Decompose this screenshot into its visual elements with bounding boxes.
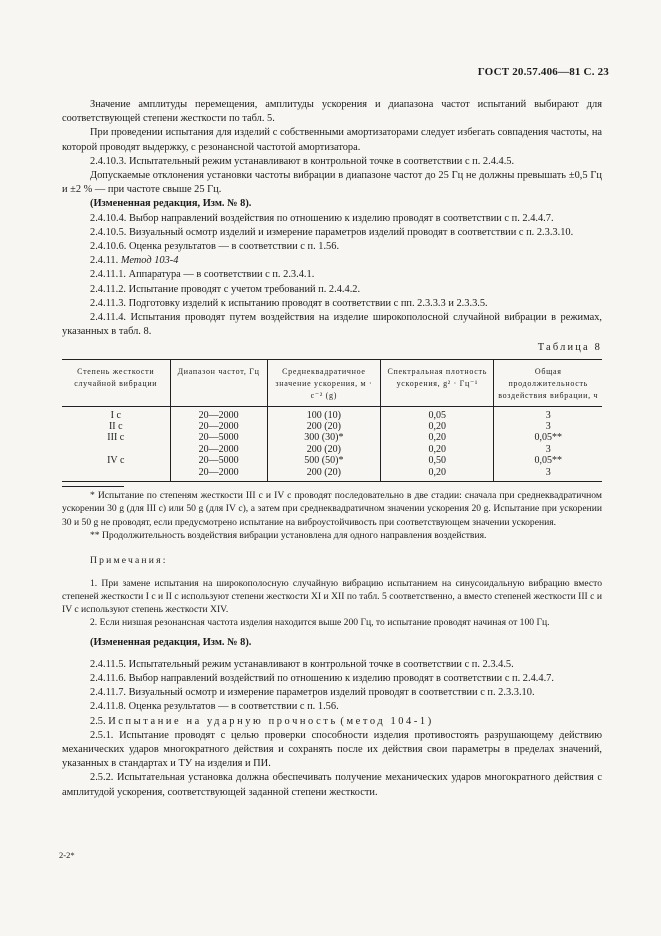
- table-cell: III с: [107, 432, 125, 444]
- table-cell: 20—2000: [170, 406, 267, 421]
- table-cell: 3: [494, 444, 602, 455]
- table-cell: 200 (20): [267, 467, 380, 482]
- section-heading: [62, 715, 602, 729]
- footnote-divider: [62, 486, 124, 487]
- paragraph: 2.5.1. Испытание проводят с целью проверки способности изделия противостоять разрушающему действию механических ударов многократного действия и сохранять после их действия свои параметры в пределах значений, указанных в стандартах и ТУ на изделия и ПИ.: [62, 729, 602, 770]
- section-number: 2.5.: [90, 715, 106, 727]
- section-method: (метод 104-1): [340, 715, 434, 727]
- table-cell: 20—2000: [170, 467, 267, 482]
- table-cell: 0,20: [381, 467, 494, 482]
- page-header: ГОСТ 20.57.406—81 С. 23: [477, 66, 609, 78]
- note: 1. При замене испытания на широкополосную случайную вибрацию испытанием на синусоидальную вибрацию вместо степеней жесткости I с и II с используют степени жесткости XI и XII по табл. 5 соответственно, а вместо степеней жесткости III с и IV с используют степень жесткости XIV.: [62, 577, 602, 616]
- table-row: [62, 421, 602, 432]
- footnote: * Испытание по степеням жесткости III с и IV с проводят последовательно в две стадии: сначала при среднеквадратичном ускорении 30 g (для III с) или 50 g (для IV с), а затем при среднеквадратичном значении ускорения 20 g. Испытание при ускорении 30 и 50 g не проводят, если предусмотрено испытание на виброустойчивость при соответствующем значении ускорения.: [62, 490, 602, 528]
- table-cell: 0,50: [381, 455, 494, 466]
- notes-title: Примечания:: [90, 554, 168, 566]
- paragraph: 2.4.10.4. Выбор направлений воздействия по отношению к изделию проводят в соответствии с п. 2.4.4.7.: [90, 212, 554, 224]
- table-header-cell: Среднеквадратичное значение ускорения, м · с⁻² (g): [267, 359, 380, 406]
- table-row: [62, 432, 602, 443]
- method-heading: [62, 254, 602, 268]
- paragraph: 2.4.11.6. Выбор направлений воздействий по отношению к изделию проводят в соответствии с п. 2.4.4.7.: [90, 672, 554, 684]
- page-footer-mark: 2-2*: [59, 850, 75, 860]
- paragraph: 2.4.11.1. Аппаратура — в соответствии с п. 2.3.4.1.: [90, 269, 315, 281]
- paragraph: Допускаемые отклонения установки частоты вибрации в диапазоне частот до 25 Гц не должны превышать ±0,5 Гц и ±2 % — при частоте свыше 25 Гц.: [62, 170, 602, 196]
- vibration-table: [62, 359, 602, 482]
- paragraph: 2.4.10.6. Оценка результатов — в соответствии с п. 1.56.: [90, 241, 340, 253]
- table-cell: 3: [494, 467, 602, 482]
- table-row: [62, 455, 602, 466]
- table-header-cell: Степень жесткости случайной вибрации: [62, 359, 170, 406]
- table-cell: 0,20: [381, 444, 494, 455]
- paragraph: 2.4.11.2. Испытание проводят с учетом требований п. 2.4.4.2.: [90, 283, 361, 295]
- table-caption: Таблица 8: [537, 342, 602, 354]
- footnotes: [62, 489, 602, 629]
- paragraph: 2.4.11.4. Испытания проводят путем воздействия на изделие широкополосной случайной вибрации в режимах, указанных в табл. 8.: [62, 312, 602, 338]
- table-row: [62, 467, 602, 482]
- table-cell: 100 (10): [267, 406, 380, 421]
- table-cell: 20—2000: [170, 444, 267, 455]
- table-header-cell: Спектральная плотность ускорения, g² · Гц⁻¹: [381, 359, 494, 406]
- paragraph: 2.4.11.8. Оценка результатов — в соответствии с п. 1.56.: [90, 701, 339, 713]
- paragraph: 2.5.2. Испытательная установка должна обеспечивать получение механических ударов многократного действия с амплитудой ускорения, соответствующей заданной степени жесткости.: [62, 772, 602, 798]
- document-body: [62, 98, 602, 800]
- table-cell: I с: [110, 409, 121, 421]
- section-title: Испытание на ударную прочность: [108, 715, 338, 727]
- table-header-row: [62, 359, 602, 406]
- table-cell: 0,20: [381, 421, 494, 432]
- table-row: [62, 406, 602, 421]
- edit-note: (Измененная редакция, Изм. № 8).: [90, 636, 252, 648]
- table-cell: 200 (20): [267, 444, 380, 455]
- paragraph: 2.4.10.3. Испытательный режим устанавливают в контрольной точке в соответствии с п. 2.4.4.5.: [90, 155, 515, 167]
- paragraph: 2.4.11.3. Подготовку изделий к испытанию проводят в соответствии с пп. 2.3.3.3 и 2.3.3.5.: [90, 297, 488, 309]
- paragraph: При проведении испытания для изделий с собственными амортизаторами следует избегать совпадения частоты, на которой проводят выдержку, с резонансной частотой амортизатора.: [62, 127, 602, 153]
- table-cell: 20—5000: [170, 455, 267, 466]
- paragraph: 2.4.11.7. Визуальный осмотр и измерение параметров изделий проводят в соответствии с п. 2.3.3.10.: [90, 687, 535, 699]
- table-cell: 300 (30)*: [267, 432, 380, 443]
- method-number: 2.4.11.: [90, 255, 119, 267]
- table-cell: 3: [494, 421, 602, 432]
- table-cell: 3: [494, 406, 602, 421]
- table-row: [62, 444, 602, 455]
- paragraph: Значение амплитуды перемещения, амплитуды ускорения и диапазона частот испытаний выбирают для соответствующей степени жесткости по табл. 5.: [62, 99, 602, 125]
- table-cell: 0,05**: [494, 432, 602, 443]
- table-cell: 20—2000: [170, 421, 267, 432]
- table-cell: 500 (50)*: [267, 455, 380, 466]
- table-cell: 200 (20): [267, 421, 380, 432]
- table-cell: [62, 444, 170, 455]
- paragraph: 2.4.10.5. Визуальный осмотр изделий и измерение параметров изделий проводят в соответствии с п. 2.3.3.10.: [90, 226, 574, 238]
- paragraph: 2.4.11.5. Испытательный режим устанавливают в контрольной точке в соответствии с п. 2.3.4.5.: [90, 658, 514, 670]
- table-cell: 0,20: [381, 432, 494, 443]
- footnote: ** Продолжительность воздействия вибрации установлена для одного направления воздействия.: [90, 529, 487, 541]
- table-cell: 0,05**: [494, 455, 602, 466]
- edit-note: (Измененная редакция, Изм. № 8).: [90, 198, 252, 210]
- table-cell: II с: [108, 421, 123, 433]
- note: 2. Если низшая резонансная частота изделия находится выше 200 Гц, то испытание проводят начиная от 100 Гц.: [90, 617, 550, 629]
- table-header-cell: Общая продолжительность воздействия вибрации, ч: [494, 359, 602, 406]
- table-cell: IV с: [107, 455, 125, 467]
- table-cell: 0,05: [381, 406, 494, 421]
- table-header-cell: Диапазон частот, Гц: [170, 359, 267, 406]
- table-cell: [62, 467, 170, 482]
- method-name: Метод 103-4: [120, 255, 179, 267]
- table-cell: 20—5000: [170, 432, 267, 443]
